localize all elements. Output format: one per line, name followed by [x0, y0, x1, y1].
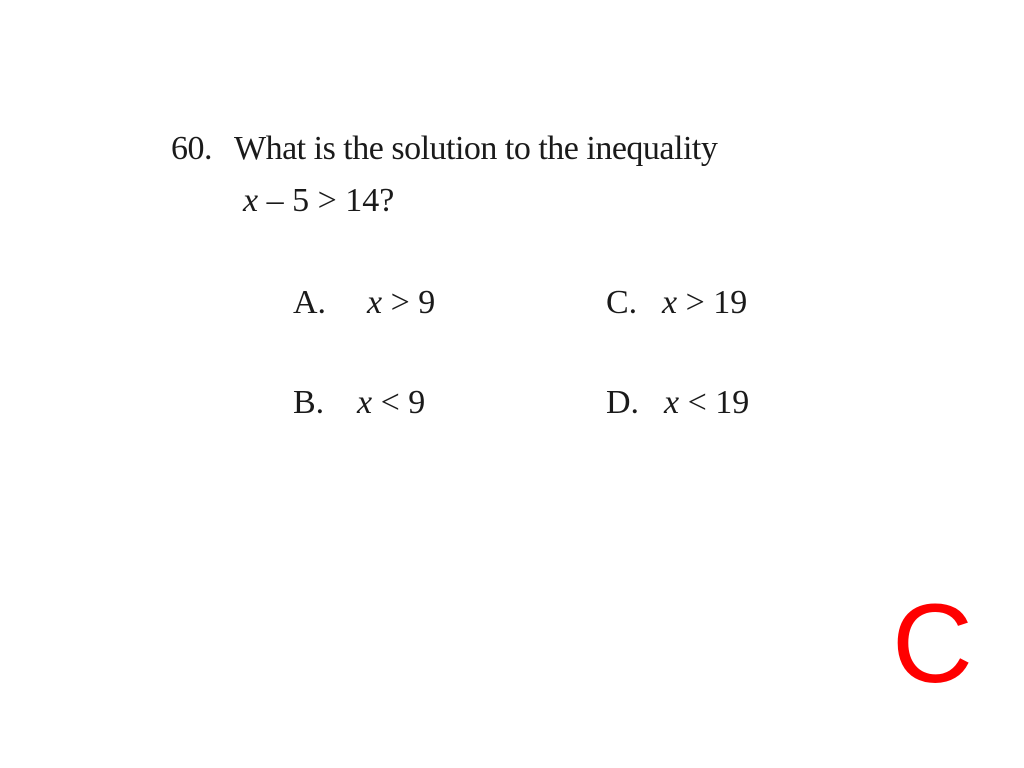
choice-variable: x	[662, 284, 678, 321]
choice-rest: > 19	[677, 284, 748, 321]
choice-d	[606, 384, 749, 422]
choice-rest: < 9	[372, 384, 426, 421]
choice-variable: x	[664, 384, 680, 421]
choice-c	[606, 284, 747, 322]
expression-variable: x	[243, 182, 259, 219]
question-text: What is the solution to the inequality	[234, 130, 718, 167]
choice-variable: x	[367, 284, 383, 321]
choice-letter: D.	[606, 384, 640, 421]
choice-letter: B.	[293, 384, 325, 421]
choice-b	[293, 384, 425, 422]
choice-rest: < 19	[679, 384, 750, 421]
choice-letter: A.	[293, 284, 327, 321]
expression-rest: – 5 > 14?	[258, 182, 395, 219]
question-number: 60.	[171, 130, 212, 167]
choice-letter: C.	[606, 284, 638, 321]
choice-a	[293, 284, 435, 322]
answer-label: C	[892, 581, 973, 706]
choice-rest: > 9	[382, 284, 436, 321]
choice-variable: x	[357, 384, 373, 421]
question-expression	[243, 182, 394, 220]
